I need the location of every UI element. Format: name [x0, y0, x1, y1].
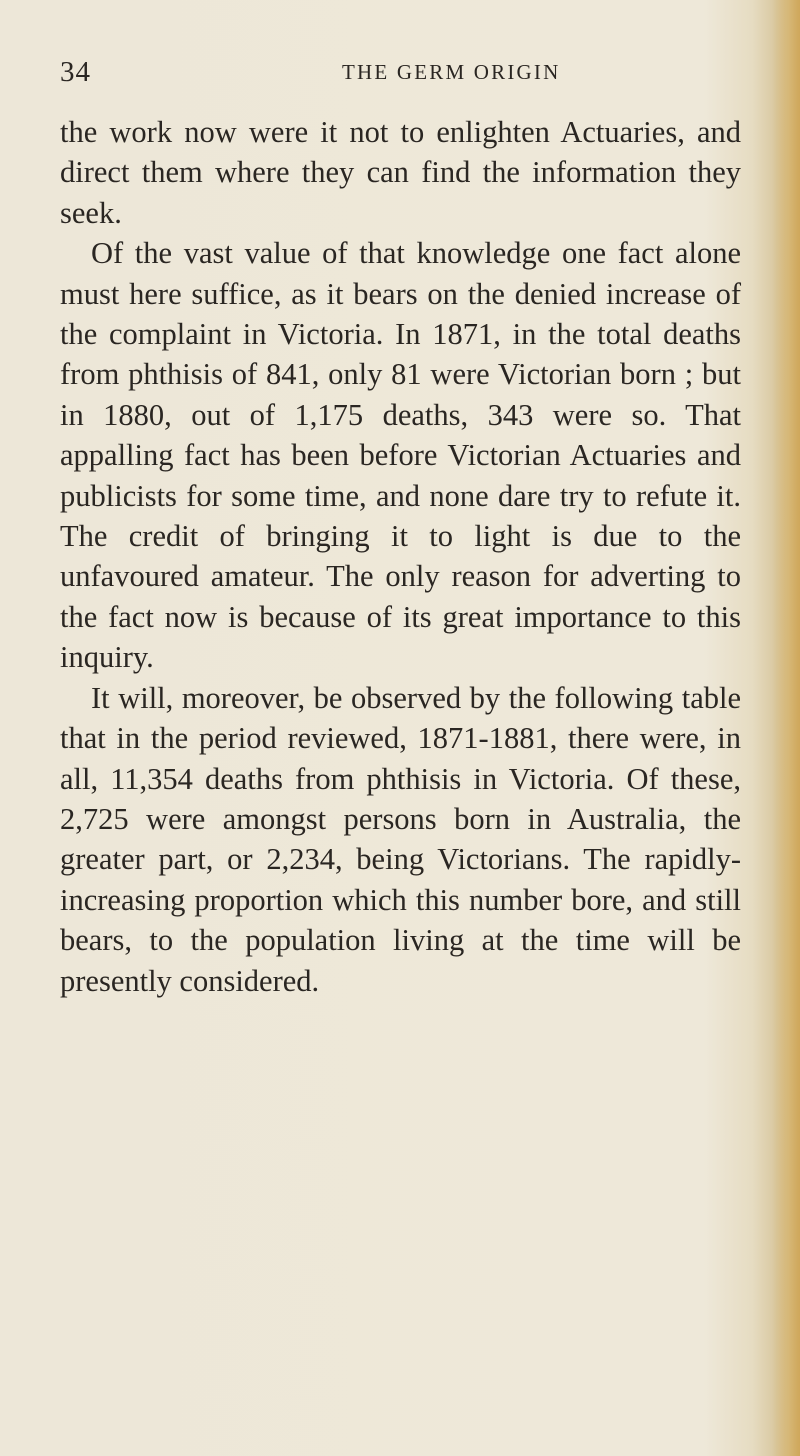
page-edge-stain: [772, 0, 800, 1456]
page-header: [60, 50, 740, 90]
running-title: THE GERM ORIGIN: [342, 60, 561, 84]
paragraph-continued: the work now were it not to enlighten Actuaries, and direct them where they can find the information they seek.: [60, 115, 741, 230]
body-text: [60, 112, 741, 1001]
page-number: 34: [60, 56, 91, 88]
paragraph: Of the vast value of that knowledge one fact alone must here suffice, as it bears on the denied increase of the complaint in Victoria. In 1871, in the total deaths from phthisis of 841, only 81 were Victorian born ; but in 1880, out of 1,175 deaths, 343 were so. That appalling fact has been before Victorian Actuaries and publicists for some time, and none dare try to refute it. The credit of bringing it to light is due to the unfavoured amateur. The only reason for adverting to the fact now is because of its great importance to this inquiry.: [60, 236, 741, 675]
paragraph: It will, moreover, be observed by the following table that in the period reviewed, 1871-1881, there were, in all, 11,354 deaths from phthisis in Victoria. Of these, 2,725 were amongst persons born in Australia, the greater part, or 2,234, being Victorians. The rapidly-increasing proportion which this number bore, and still bears, to the population living at the time will be presently considered.: [60, 680, 741, 998]
